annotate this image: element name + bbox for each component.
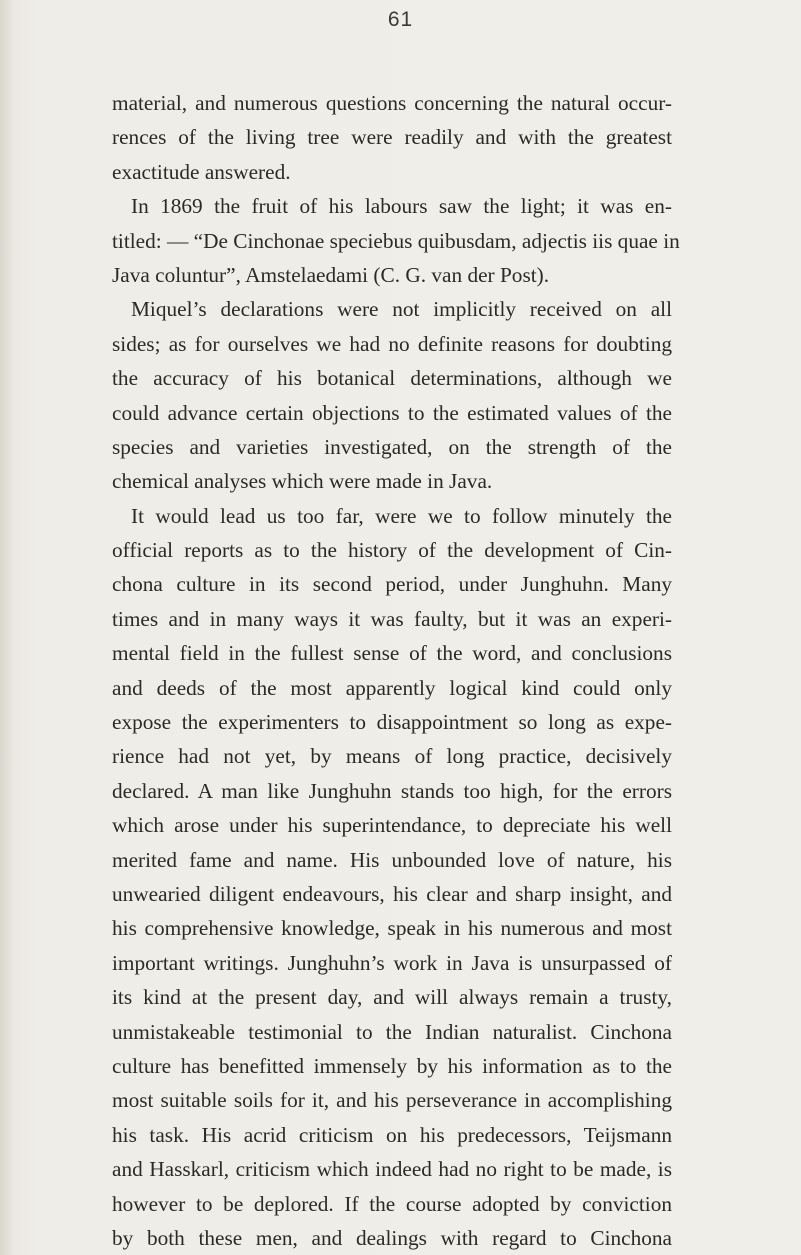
text-line: unmistakeable testimonial to the Indian naturalist. Cinchona: [112, 1019, 672, 1044]
text-line: titled: — “De Cinchonae speciebus quibusdam, adjectis iis quae in: [112, 228, 680, 253]
text-line: sides; as for ourselves we had no definite reasons for doubting: [112, 331, 672, 356]
text-line: merited fame and name. His unbounded love of nature, his: [112, 847, 672, 872]
text-line: most suitable soils for it, and his perseverance in accomplishing: [112, 1088, 672, 1113]
text-line: and deeds of the most apparently logical kind could only: [112, 675, 672, 700]
text-line: by both these men, and dealings with regard to Cinchona: [112, 1225, 672, 1250]
text-line: chona culture in its second period, under Junghuhn. Many: [112, 572, 672, 597]
text-line: and Hasskarl, criticism which indeed had no right to be made, is: [112, 1157, 672, 1182]
page-number: 61: [387, 8, 414, 31]
text-line: however to be deplored. If the course adopted by conviction: [112, 1191, 672, 1216]
text-line: could advance certain objections to the estimated values of the: [112, 400, 672, 425]
text-line: unwearied diligent endeavours, his clear and sharp insight, and: [112, 881, 672, 906]
text-line: times and in many ways it was faulty, but it was an experi-: [112, 606, 672, 631]
text-line: It would lead us too far, were we to follow minutely the: [131, 503, 672, 528]
text-line: his comprehensive knowledge, speak in his numerous and most: [112, 916, 672, 941]
text-line: material, and numerous questions concerning the natural occur-: [112, 91, 672, 115]
text-line: Java coluntur”, Amstelaedami (C. G. van der Post).: [112, 262, 550, 287]
text-line: which arose under his superintendance, to depreciate his well: [112, 813, 672, 838]
text-line: exactitude answered.: [112, 159, 291, 184]
text-line: culture has benefitted immensely by his information as to the: [112, 1053, 672, 1078]
text-line: important writings. Junghuhn’s work in Java is unsurpassed of: [112, 950, 672, 975]
text-line: declared. A man like Junghuhn stands too high, for the errors: [112, 778, 672, 803]
text-line: the accuracy of his botanical determinations, although we: [112, 366, 672, 391]
text-line: rience had not yet, by means of long practice, decisively: [112, 744, 672, 769]
text-line: rences of the living tree were readily and with the greatest: [112, 125, 672, 150]
text-line: mental field in the fullest sense of the word, and conclusions: [112, 641, 672, 666]
text-line: his task. His acrid criticism on his predecessors, Teijsmann: [112, 1122, 672, 1147]
text-line: species and varieties investigated, on the strength of the: [112, 434, 672, 459]
text-line: its kind at the present day, and will always remain a trusty,: [112, 985, 672, 1010]
text-line: chemical analyses which were made in Java.: [112, 469, 493, 494]
binding-gutter-shadow: [0, 0, 14, 1255]
text-line: official reports as to the history of the development of Cin-: [112, 538, 672, 563]
body-text: [112, 86, 680, 1255]
text-line: In 1869 the fruit of his labours saw the light; it was en-: [131, 194, 672, 219]
text-line: Miquel’s declarations were not implicitly received on all: [131, 297, 672, 322]
text-line: expose the experimenters to disappointment so long as expe-: [112, 710, 672, 735]
